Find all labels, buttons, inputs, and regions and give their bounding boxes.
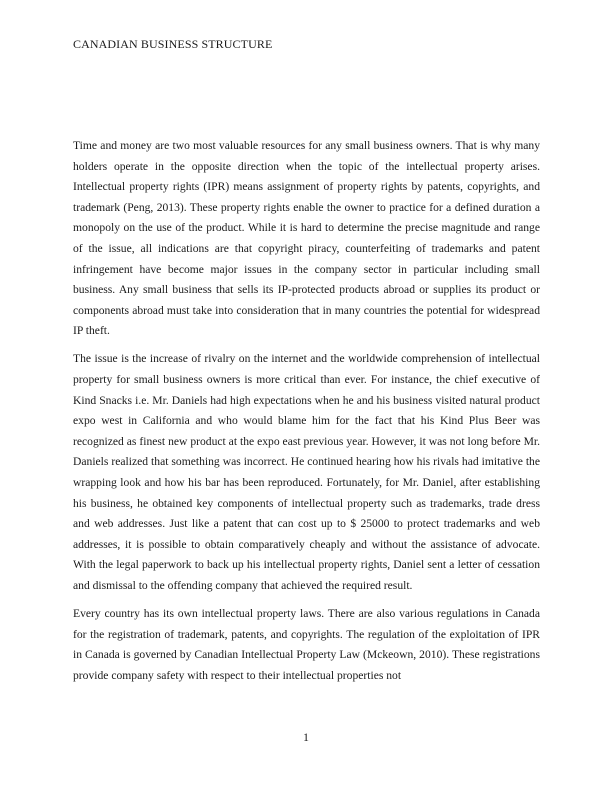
- paragraph-2: The issue is the increase of rivalry on the internet and the worldwide comprehension of intellectual property for small business owners is more critical than ever. For instance, the chief executive of Kind Snacks i.e. Mr. Daniels had high expectations when he and his business visited natural product expo west in California and who would blame him for the fact that his Kind Plus Beer was recognized as finest new product at the expo east previous year. However, it was not long before Mr. Daniels realized that something was incorrect. He continued hearing how his rivals had imitative the wrapping look and how his bar has been reproduced. Fortunately, for Mr. Daniel, after establishing his business, he obtained key components of intellectual property such as trademarks, trade dress and web addresses. Just like a patent that can cost up to $ 25000 to protect trademarks and web addresses, it is possible to obtain comparatively cheaply and without the assistance of advocate. With the legal paperwork to back up his intellectual property rights, Daniel sent a letter of cessation and dismissal to the offending company that achieved the required result.: [73, 352, 540, 592]
- body-text: [73, 136, 540, 694]
- paragraph-3: Every country has its own intellectual property laws. There are also various regulations in Canada for the registration of trademark, patents, and copyrights. The regulation of the exploitation of IPR in Canada is governed by Canadian Intellectual Property Law (Mckeown, 2010). These registrations provide company safety with respect to their intellectual properties not: [73, 607, 540, 682]
- running-head: CANADIAN BUSINESS STRUCTURE: [73, 37, 273, 51]
- page-number: 1: [303, 730, 309, 744]
- paragraph-1: Time and money are two most valuable resources for any small business owners. That is why many holders operate in the opposite direction when the topic of the intellectual property arises. Intellectual property rights (IPR) means assignment of property rights by patents, copyrights, and trademark (Peng, 2013). These property rights enable the owner to practice for a defined duration a monopoly on the use of the product. While it is hard to determine the precise magnitude and range of the issue, all indications are that copyright piracy, counterfeiting of trademarks and patent infringement have become major issues in the company sector in particular including small business. Any small business that sells its IP-protected products abroad or supplies its product or components abroad must take into consideration that in many countries the potential for widespread IP theft.: [73, 139, 540, 338]
